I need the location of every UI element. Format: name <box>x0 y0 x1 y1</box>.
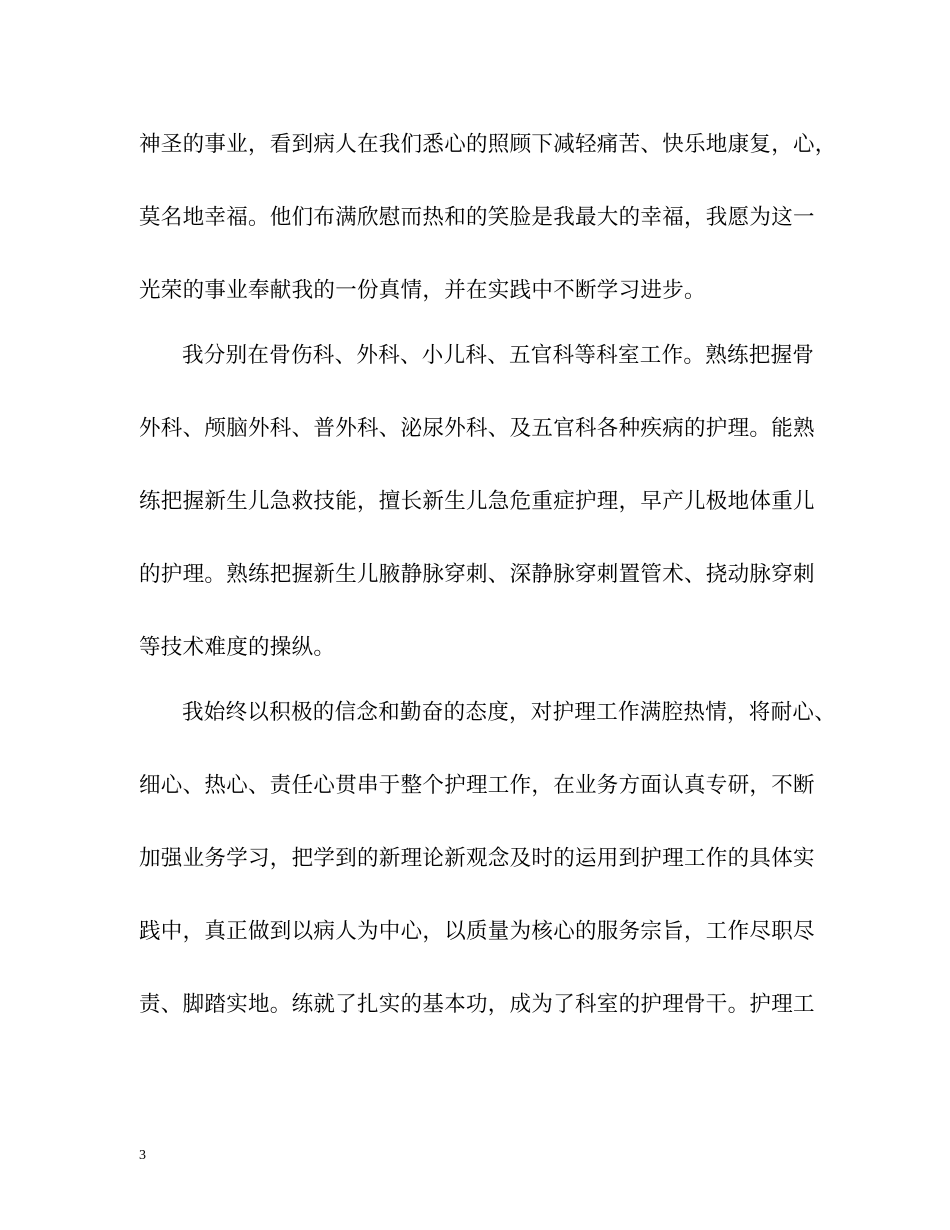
paragraph-first-line: 我分别在骨伤科、外科、小儿科、五官科等科室工作。熟练把握骨 <box>182 343 815 368</box>
page-number: 3 <box>139 1148 146 1163</box>
text-line: 责、脚踏实地。练就了扎实的基本功，成为了科室的护理骨干。护理工 <box>139 992 815 1017</box>
paragraph-first-line: 我始终以积极的信念和勤奋的态度，对护理工作满腔热情，将耐心、 <box>182 700 837 725</box>
text-line: 等技术难度的操纵。 <box>139 635 336 660</box>
text-line: 莫名地幸福。他们布满欣慰而热和的笑脸是我最大的幸福，我愿为这一 <box>139 205 815 230</box>
text-line: 练把握新生儿急救技能，擅长新生儿急危重症护理，早产儿极地体重儿 <box>139 489 815 514</box>
text-line: 加强业务学习，把学到的新理论新观念及时的运用到护理工作的具体实 <box>139 846 815 871</box>
text-line: 的护理。熟练把握新生儿腋静脉穿刺、深静脉穿刺置管术、挠动脉穿刺 <box>139 562 815 587</box>
text-line: 践中，真正做到以病人为中心，以质量为核心的服务宗旨，工作尽职尽 <box>139 919 815 944</box>
text-line: 神圣的事业，看到病人在我们悉心的照顾下减轻痛苦、快乐地康复，心， <box>139 132 837 157</box>
text-line: 外科、颅脑外科、普外科、泌尿外科、及五官科各种疾病的护理。能熟 <box>139 416 815 441</box>
text-line: 细心、热心、责任心贯串于整个护理工作，在业务方面认真专研，不断 <box>139 773 815 798</box>
text-line: 光荣的事业奉献我的一份真情，并在实践中不断学习进步。 <box>139 278 706 303</box>
